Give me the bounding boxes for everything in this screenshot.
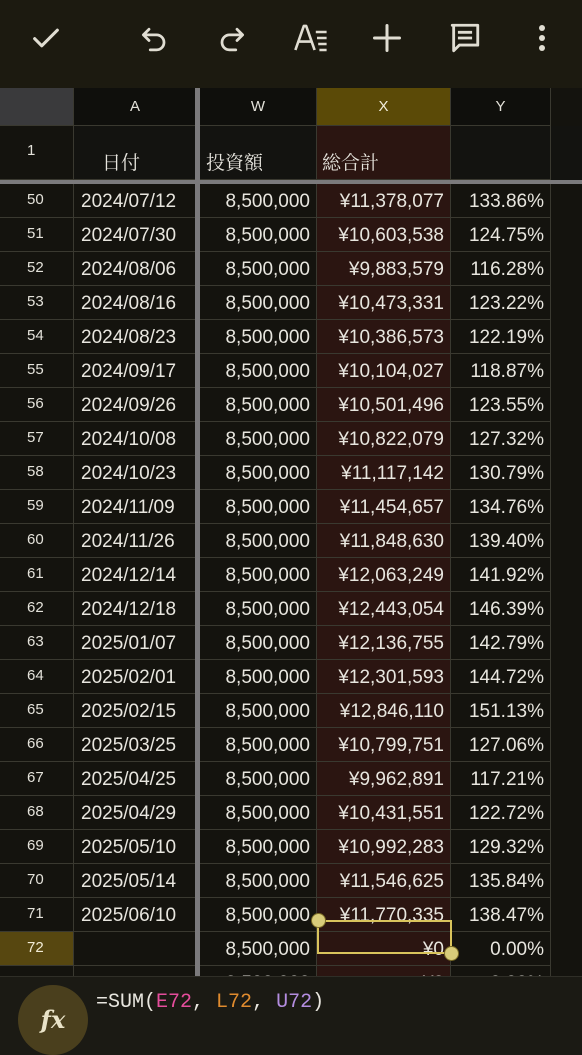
cell-total[interactable]: ¥10,799,751 (317, 728, 451, 762)
row-number[interactable]: 72 (0, 932, 74, 966)
cell-date[interactable]: 2025/01/07 (74, 626, 197, 660)
cell-percentage[interactable]: 122.72% (451, 796, 551, 830)
cell-date[interactable]: 2024/10/08 (74, 422, 197, 456)
cell-percentage[interactable]: 117.21% (451, 762, 551, 796)
row-number[interactable]: 50 (0, 184, 74, 218)
cell-total[interactable]: ¥0 (317, 932, 451, 966)
cell-date[interactable]: 2024/08/23 (74, 320, 197, 354)
cell-percentage[interactable]: 130.79% (451, 456, 551, 490)
cell-date[interactable]: 2024/08/06 (74, 252, 197, 286)
cell-total[interactable]: ¥11,546,625 (317, 864, 451, 898)
row-number[interactable]: 68 (0, 796, 74, 830)
row-number[interactable]: 51 (0, 218, 74, 252)
cell-investment[interactable]: 8,500,000 (200, 490, 317, 524)
cell-total[interactable]: ¥12,301,593 (317, 660, 451, 694)
cell-investment[interactable]: 8,500,000 (200, 388, 317, 422)
row-number[interactable]: 57 (0, 422, 74, 456)
formula-bar (0, 976, 582, 1034)
column-header-x[interactable]: X (317, 88, 451, 126)
cell-total[interactable]: ¥9,883,579 (317, 252, 451, 286)
spreadsheet-grid (0, 88, 582, 976)
cell-date[interactable]: 2024/09/26 (74, 388, 197, 422)
formula-prefix: =SUM( (96, 991, 157, 1014)
cell-percentage[interactable]: 129.32% (451, 830, 551, 864)
row-number[interactable]: 59 (0, 490, 74, 524)
cell-date[interactable]: 2025/03/25 (74, 728, 197, 762)
row-number[interactable]: 69 (0, 830, 74, 864)
row-number[interactable]: 70 (0, 864, 74, 898)
formula-input[interactable] (96, 991, 324, 1014)
cell-investment[interactable]: 8,500,000 (200, 864, 317, 898)
formula-ref-u72: U72 (276, 991, 313, 1014)
comment-icon[interactable] (443, 16, 487, 60)
cell-total[interactable]: ¥12,846,110 (317, 694, 451, 728)
cell-date[interactable]: 2024/09/17 (74, 354, 197, 388)
row-number[interactable]: 60 (0, 524, 74, 558)
cell-total[interactable]: ¥11,454,657 (317, 490, 451, 524)
row-number[interactable]: 66 (0, 728, 74, 762)
cell-date[interactable]: 2024/12/18 (74, 592, 197, 626)
cell-percentage[interactable]: 122.19% (451, 320, 551, 354)
cell-total[interactable]: ¥11,117,142 (317, 456, 451, 490)
cell-investment[interactable]: 8,500,000 (200, 660, 317, 694)
frozen-column-divider[interactable] (195, 88, 200, 976)
cell-date[interactable]: 2024/11/09 (74, 490, 197, 524)
redo-icon[interactable] (210, 16, 254, 60)
more-vert-icon[interactable] (520, 16, 564, 60)
cell-investment[interactable]: 8,500,000 (200, 218, 317, 252)
check-icon[interactable] (24, 16, 68, 60)
cell-total[interactable]: ¥12,136,755 (317, 626, 451, 660)
cell-investment[interactable]: 8,500,000 (200, 456, 317, 490)
cell-total[interactable]: ¥10,431,551 (317, 796, 451, 830)
cell-investment[interactable]: 8,500,000 (200, 354, 317, 388)
undo-icon[interactable] (132, 16, 176, 60)
row-number[interactable]: 1 (0, 126, 74, 180)
cell-percentage[interactable]: 116.28% (451, 252, 551, 286)
cell-investment[interactable]: 8,500,000 (200, 762, 317, 796)
text-format-icon[interactable] (289, 16, 333, 60)
cell-percentage[interactable]: 146.39% (451, 592, 551, 626)
column-header-w[interactable]: W (200, 88, 317, 126)
cell-percentage[interactable]: 124.75% (451, 218, 551, 252)
cell-date[interactable] (74, 932, 197, 966)
cell-date[interactable]: 2025/04/25 (74, 762, 197, 796)
cell-investment[interactable]: 8,500,000 (200, 932, 317, 966)
cell-percentage[interactable]: 127.32% (451, 422, 551, 456)
column-header-y[interactable]: Y (451, 88, 551, 126)
cell-date[interactable]: 2024/10/23 (74, 456, 197, 490)
cell-percentage[interactable]: 123.22% (451, 286, 551, 320)
cell-percentage[interactable]: 134.76% (451, 490, 551, 524)
cell-percentage[interactable]: 135.84% (451, 864, 551, 898)
cell-investment[interactable]: 8,500,000 (200, 184, 317, 218)
cell-percentage[interactable]: 127.06% (451, 728, 551, 762)
cell-investment[interactable]: 8,500,000 (200, 728, 317, 762)
cell-total[interactable]: ¥10,822,079 (317, 422, 451, 456)
cell-date[interactable]: 2024/08/16 (74, 286, 197, 320)
cell-date[interactable]: 2025/05/14 (74, 864, 197, 898)
cell-total[interactable]: ¥9,962,891 (317, 762, 451, 796)
row-number[interactable]: 67 (0, 762, 74, 796)
cell-investment[interactable]: 8,500,000 (200, 796, 317, 830)
cell-total[interactable]: ¥10,992,283 (317, 830, 451, 864)
row-number[interactable]: 63 (0, 626, 74, 660)
row-number[interactable]: 52 (0, 252, 74, 286)
cell-investment[interactable]: 8,500,000 (200, 830, 317, 864)
cell-date[interactable]: 2025/04/29 (74, 796, 197, 830)
row-number[interactable]: 71 (0, 898, 74, 932)
row-number[interactable]: 58 (0, 456, 74, 490)
cell-total[interactable]: ¥11,378,077 (317, 184, 451, 218)
selection-handle-bottom-right[interactable] (444, 946, 459, 961)
column-header-a[interactable]: A (74, 88, 197, 126)
cell-investment[interactable]: 8,500,000 (200, 286, 317, 320)
cell-investment[interactable]: 8,500,000 (200, 422, 317, 456)
cell-total[interactable]: ¥12,063,249 (317, 558, 451, 592)
cell-date[interactable]: 2024/07/12 (74, 184, 197, 218)
cell-date[interactable]: 2025/05/10 (74, 830, 197, 864)
formula-ref-e72: E72 (156, 991, 193, 1014)
header-cell-total[interactable]: 総合計 (317, 126, 451, 180)
header-cell-date[interactable]: 日付 (74, 126, 197, 180)
cell-percentage[interactable]: 139.40% (451, 524, 551, 558)
cell-date[interactable]: 2025/06/10 (74, 898, 197, 932)
cell-investment[interactable]: 8,500,000 (200, 898, 317, 932)
cell-percentage[interactable]: 123.55% (451, 388, 551, 422)
selected-cell-x72[interactable] (317, 920, 452, 954)
cell-date[interactable]: 2024/12/14 (74, 558, 197, 592)
cell-investment[interactable]: 8,500,000 (200, 626, 317, 660)
fx-icon[interactable]: fx (18, 985, 88, 1055)
cell-percentage[interactable]: 144.72% (451, 660, 551, 694)
cell-percentage[interactable]: 142.79% (451, 626, 551, 660)
cell-investment[interactable]: 8,500,000 (200, 252, 317, 286)
header-cell-y[interactable] (451, 126, 551, 180)
cell-total[interactable]: ¥10,501,496 (317, 388, 451, 422)
cell-total[interactable]: ¥11,848,630 (317, 524, 451, 558)
row-number[interactable]: 55 (0, 354, 74, 388)
row-number[interactable]: 64 (0, 660, 74, 694)
cell-percentage[interactable]: 133.86% (451, 184, 551, 218)
cell-date[interactable]: 2024/07/30 (74, 218, 197, 252)
cell-total[interactable]: ¥12,443,054 (317, 592, 451, 626)
cell-investment[interactable]: 8,500,000 (200, 558, 317, 592)
select-all-corner[interactable] (0, 88, 74, 126)
toolbar (0, 0, 582, 89)
cell-total[interactable]: ¥10,473,331 (317, 286, 451, 320)
cell-investment[interactable]: 8,500,000 (200, 320, 317, 354)
formula-separator: , (192, 991, 217, 1014)
selection-handle-top-left[interactable] (311, 913, 326, 928)
cell-total[interactable]: ¥10,386,573 (317, 320, 451, 354)
cell-date[interactable]: 2025/02/01 (74, 660, 197, 694)
cell-investment[interactable]: 8,500,000 (200, 524, 317, 558)
plus-icon[interactable] (365, 16, 409, 60)
row-number[interactable]: 54 (0, 320, 74, 354)
cell-date[interactable]: 2025/02/15 (74, 694, 197, 728)
formula-ref-l72: L72 (216, 991, 253, 1014)
cell-total[interactable]: ¥11,770,335 (317, 898, 451, 932)
cell-investment[interactable]: 8,500,000 (200, 592, 317, 626)
cell-percentage[interactable]: 138.47% (451, 898, 551, 932)
cell-total[interactable]: ¥10,104,027 (317, 354, 451, 388)
row-number[interactable]: 56 (0, 388, 74, 422)
header-row (0, 126, 582, 180)
formula-separator: , (252, 991, 277, 1014)
cell-total[interactable]: ¥10,603,538 (317, 218, 451, 252)
row-number[interactable]: 61 (0, 558, 74, 592)
header-cell-investment[interactable]: 投資額 (200, 126, 317, 180)
row-number[interactable]: 62 (0, 592, 74, 626)
cell-percentage[interactable]: 118.87% (451, 354, 551, 388)
cell-percentage[interactable]: 151.13% (451, 694, 551, 728)
row-number[interactable]: 53 (0, 286, 74, 320)
formula-suffix: ) (312, 991, 325, 1014)
cell-percentage[interactable]: 141.92% (451, 558, 551, 592)
frozen-row-divider[interactable] (0, 180, 582, 184)
cell-date[interactable]: 2024/11/26 (74, 524, 197, 558)
cell-percentage[interactable]: 0.00% (451, 932, 551, 966)
cell-investment[interactable]: 8,500,000 (200, 694, 317, 728)
row-number[interactable]: 65 (0, 694, 74, 728)
